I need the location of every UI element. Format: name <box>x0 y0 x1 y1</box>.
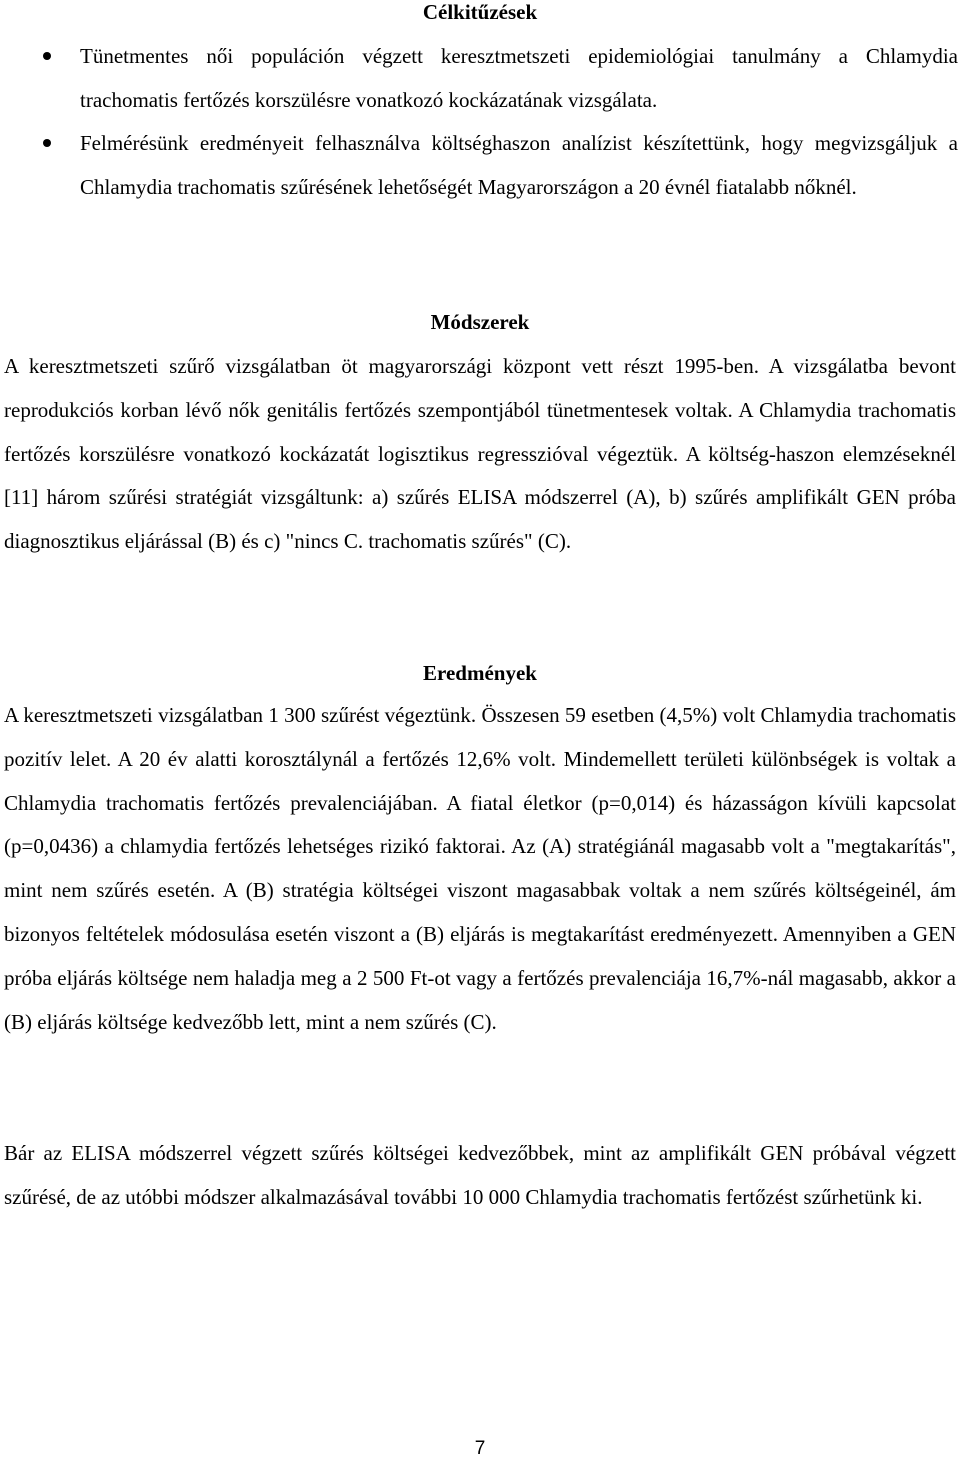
results-paragraph-2: Bár az ELISA módszerrel végzett szűrés költségei kedvezőbbek, mint az amplifikált GEN próbával végzett szűrésé, de az utóbbi módszer alkalmazásával további 10 000 Chlamydia trachomatis fertőzést szűrhetünk ki. <box>4 1141 956 1209</box>
objectives-bullet-text: Felmérésünk eredményeit felhasználva költséghaszon analízist készítettünk, hogy megvizsgáljuk a Chlamydia trachomatis szűrésének lehetőségét Magyarországon a 20 évnél fiatalabb nőknél. <box>80 131 958 199</box>
objectives-list <box>0 35 960 209</box>
results-heading: Eredmények <box>423 661 537 685</box>
methods-heading: Módszerek <box>430 310 530 334</box>
bullet-dot-icon <box>43 52 51 60</box>
bullet-dot-icon <box>43 139 51 147</box>
objectives-bullet-item <box>0 35 960 122</box>
objectives-bullet-text: Tünetmentes női populáción végzett keresztmetszeti epidemiológiai tanulmány a Chlamydia trachomatis fertőzés korszülésre vonatkozó kockázatának vizsgálata. <box>80 44 958 112</box>
page-number: 7 <box>474 1438 486 1459</box>
methods-paragraph: A keresztmetszeti szűrő vizsgálatban öt magyarországi központ vett részt 1995-ben. A vizsgálatba bevont reprodukciós korban lévő nők genitális fertőzés szempontjából tünetmentesek voltak. A Chlamydia trachomatis fertőzés korszülésre vonatkozó kockázatát logisztikus regresszióval végeztük. A költség-haszon elemzéseknél [11] három szűrési stratégiát vizsgáltunk: a) szűrés ELISA módszerrel (A), b) szűrés amplifikált GEN próba diagnosztikus eljárással (B) és c) "nincs C. trachomatis szűrés" (C). <box>4 354 956 554</box>
objectives-bullet-item <box>0 122 960 209</box>
objectives-heading: Célkitűzések <box>422 0 538 24</box>
results-paragraph-1: A keresztmetszeti vizsgálatban 1 300 szűrést végeztünk. Összesen 59 esetben (4,5%) volt Chlamydia trachomatis pozitív lelet. A 20 év alatti korosztálynál a fertőzés 12,6% volt. Mindemellett területi különbségek is voltak a Chlamydia trachomatis fertőzés prevalenciájában. A fiatal életkor (p=0,014) és házasságon kívüli kapcsolat (p=0,0436) a chlamydia fertőzés lehetséges rizikó faktorai. Az (A) stratégiánál magasabb volt a "megtakarítás", mint nem szűrés esetén. A (B) stratégia költségei viszont magasabbak voltak a nem szűrés költségeinél, ám bizonyos feltételek módosulása esetén viszont a (B) eljárás is megtakarítást eredményezett. Amennyiben a GEN próba eljárás költsége nem haladja meg a 2 500 Ft-ot vagy a fertőzés prevalenciája 16,7%-nál magasabb, akkor a (B) eljárás költsége kedvezőbb lett, mint a nem szűrés (C). <box>4 703 956 1034</box>
